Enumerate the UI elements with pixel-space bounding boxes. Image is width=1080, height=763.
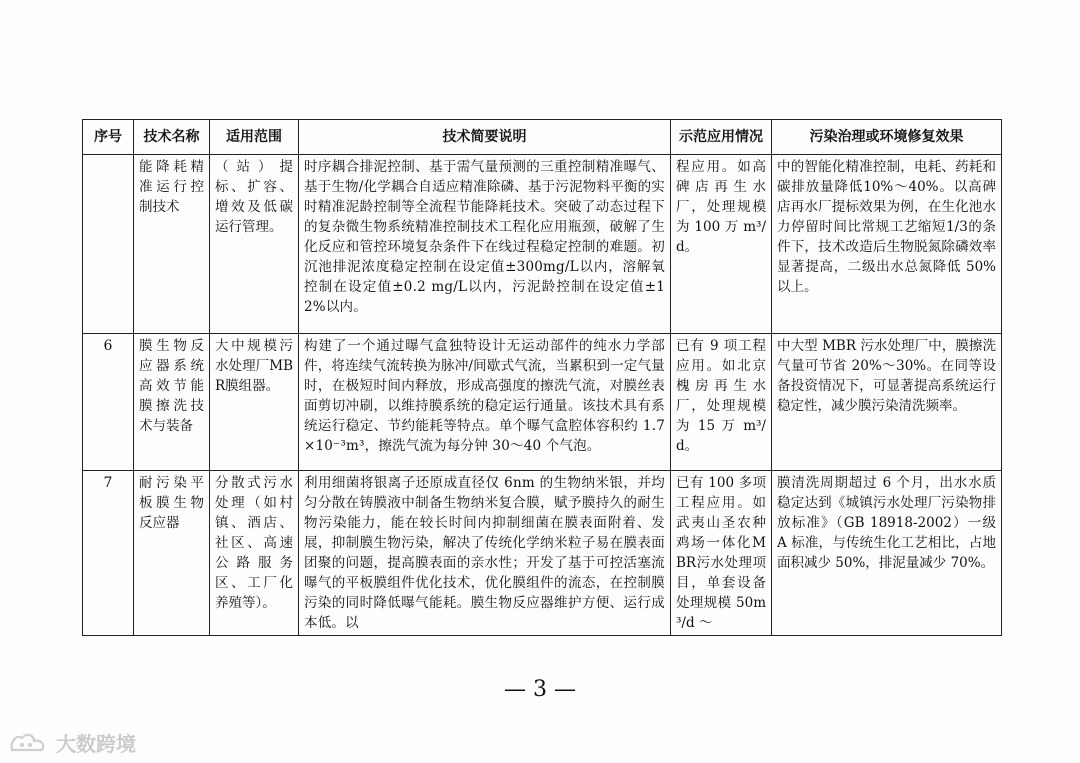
row-scope [210,334,299,471]
watermark [8,728,136,757]
row-scope-text: 分散式污水处理（如村镇、酒店、社区、高速公路服务区、工厂化养殖等）。 [215,475,293,611]
header-effect: 污染治理或环境修复效果 [772,120,1002,155]
row-effect-text: 中大型 MBR 污水处理厂中，膜擦洗气量可节省 20%～30%。在同等设备投资情况下，可显著提高系统运行稳定性，减少膜污染清洗频率。 [777,338,996,414]
row-effect-text: 中的智能化精准控制，电耗、药耗和碳排放量降低10%～40%。以高碑店再水厂提标效果为例，在生化池水力停留时间比常规工艺缩短1/3的条件下，技术改造后生物脱氮除磷效率显著提高，二级出水总氮降低 50% 以上。 [777,159,996,295]
watermark-logo-icon [8,730,52,756]
table-row [83,155,1002,334]
header-tech-name: 技术名称 [134,120,210,155]
table-row [83,334,1002,471]
row-tech-name [134,471,210,636]
row-scope-text: （站）提标、扩容、增效及低碳运行管理。 [215,159,293,235]
header-demo-application: 示范应用情况 [671,120,772,155]
row-effect [772,155,1002,334]
header-description: 技术简要说明 [299,120,671,155]
row-demo-application [671,471,772,636]
row-description-text: 利用细菌将银离子还原成直径仅 6nm 的生物纳米银，并均匀分散在铸膜液中制备生物纳米复合膜，赋予膜持久的耐生物污染能力，能在较长时间内抑制细菌在膜表面附着、发展，抑制膜生物污染，解决了传统化学纳米粒子易在膜表面团聚的问题，提高膜表面的亲水性；开发了基于可控活塞流曝气的平板膜组件优化技术，优化膜组件的流态，在控制膜污染的同时降低曝气能耗。膜生物反应器维护方便、运行成本低。以 [304,475,665,631]
row-demo-text: 程应用。如高碑店再生水厂，处理规模为 100 万 m³/d。 [676,159,766,255]
page-number: — 3 — [504,677,576,702]
row-demo-text: 已有 9 项工程应用。如北京槐房再生水厂，处理规模为 15 万 m³/d。 [676,338,766,454]
header-scope: 适用范围 [210,120,299,155]
row-description [299,334,671,471]
row-description [299,155,671,334]
table-row [83,471,1002,636]
row-demo-text: 已有 100 多项工程应用。如武夷山圣农种鸡场一体化MBR污水处理项目，单套设备处理规模 50m³/d ～ [676,475,766,631]
row-effect [772,471,1002,636]
row-effect [772,334,1002,471]
row-seq: 6 [83,334,134,471]
row-scope-text: 大中规模污水处理厂MBR膜组器。 [215,338,293,394]
row-tech-name [134,334,210,471]
row-effect-text: 膜清洗周期超过 6 个月，出水水质稳定达到《城镇污水处理厂污染物排放标准》（GB 18918-2002）一级 A 标准，与传统生化工艺相比，占地面积减少 50%，排泥量减少 70%。 [777,475,996,571]
row-seq: 7 [83,471,134,636]
row-tech-name-text: 膜生物反应器系统高效节能膜擦洗技术与装备 [139,338,204,434]
technology-table [82,119,1002,636]
header-seq: 序号 [83,120,134,155]
row-seq [83,155,134,334]
row-tech-name-text: 能降耗精准运行控制技术 [139,159,204,215]
table-header-row [83,120,1002,155]
row-description-text: 时序耦合排泥控制、基于需气量预测的三重控制精准曝气、基于生物/化学耦合自适应精准除磷、基于污泥物料平衡的实时精准泥龄控制等全流程节能降耗技术。突破了动态过程下的复杂微生物系统精准控制技术工程化应用瓶颈，破解了生化反应和管控环境复杂条件下在线过程稳定控制的难题。初沉池排泥浓度稳定控制在设定值±300mg/L以内，溶解氧控制在设定值±0.2 mg/L以内，污泥龄控制在设定值±12%以内。 [304,159,665,315]
row-demo-application [671,155,772,334]
watermark-text: 大数跨境 [56,732,136,756]
row-demo-application [671,334,772,471]
row-description-text: 构建了一个通过曝气盒独特设计无运动部件的纯水力学部件，将连续气流转换为脉冲/间歇式气流，当累积到一定气量时，在极短时间内释放，形成高强度的擦洗气流，对膜丝表面剪切冲刷，以维持膜系统的稳定运行通量。该技术具有系统运行稳定、节约能耗等特点。单个曝气盒腔体容积约 1.7×10⁻³m³，擦洗气流为每分钟 30～40 个气泡。 [304,338,665,454]
row-description [299,471,671,636]
row-tech-name [134,155,210,334]
row-scope [210,471,299,636]
row-tech-name-text: 耐污染平板膜生物反应器 [139,475,204,531]
row-scope [210,155,299,334]
